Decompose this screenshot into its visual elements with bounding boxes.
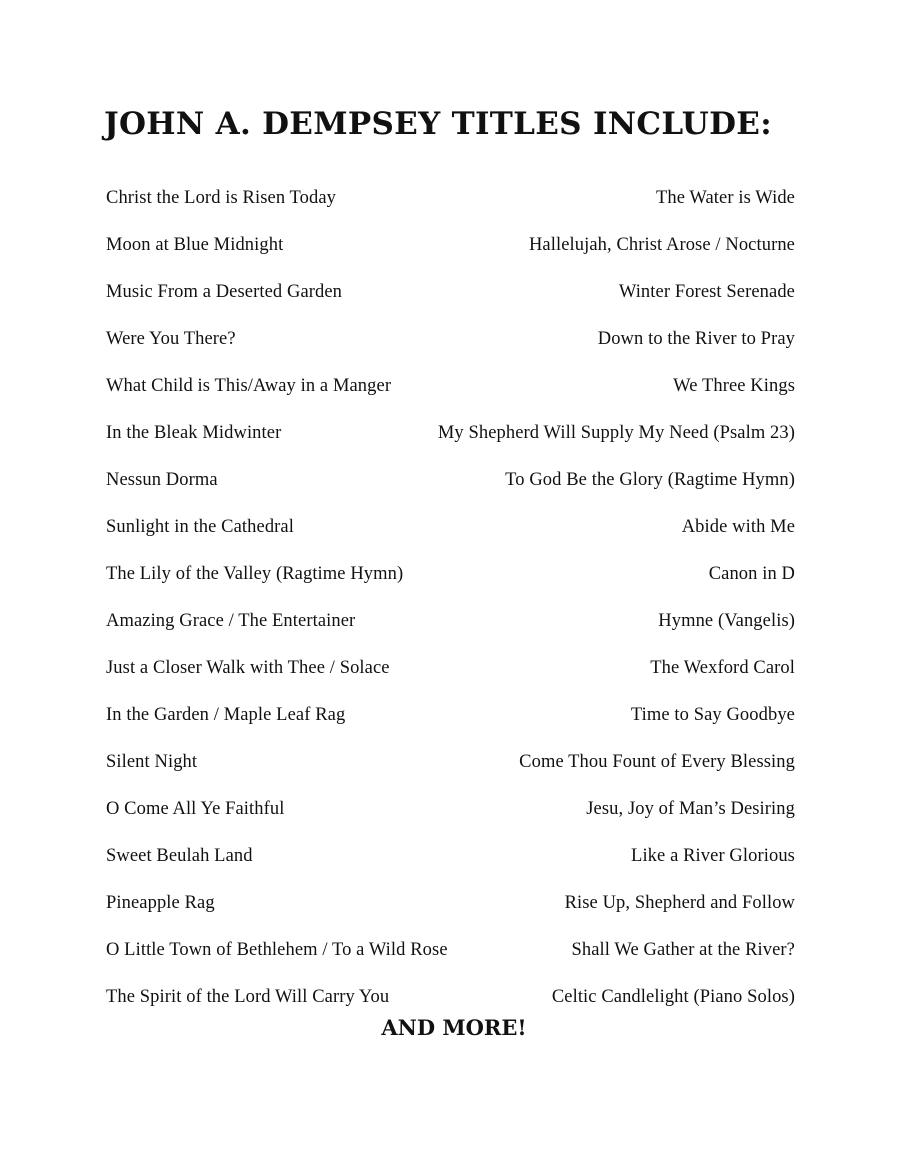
title-right: Celtic Candlelight (Piano Solos) [551, 987, 795, 1007]
title-row [106, 235, 795, 282]
title-left: The Lily of the Valley (Ragtime Hymn) [106, 564, 404, 584]
title-row [106, 705, 795, 752]
title-left: Amazing Grace / The Entertainer [106, 611, 356, 631]
title-row [106, 752, 795, 799]
title-right: Come Thou Fount of Every Blessing [519, 752, 795, 772]
page-title: JOHN A. DEMPSEY TITLES INCLUDE: [104, 106, 772, 142]
title-left: The Spirit of the Lord Will Carry You [106, 987, 390, 1007]
title-row [106, 611, 795, 658]
title-left: In the Garden / Maple Leaf Rag [106, 705, 346, 725]
title-right: Jesu, Joy of Man’s Desiring [586, 799, 795, 819]
title-left: Pineapple Rag [106, 893, 215, 913]
title-row [106, 423, 795, 470]
title-right: Abide with Me [681, 517, 795, 537]
title-left: Just a Closer Walk with Thee / Solace [106, 658, 390, 678]
title-right: Rise Up, Shepherd and Follow [564, 893, 795, 913]
title-right: To God Be the Glory (Ragtime Hymn) [505, 470, 795, 490]
title-left: Music From a Deserted Garden [106, 282, 343, 302]
title-left: Christ the Lord is Risen Today [106, 188, 337, 208]
title-row [106, 658, 795, 705]
title-row [106, 893, 795, 940]
title-row [106, 517, 795, 564]
title-right: Canon in D [708, 564, 795, 584]
title-row [106, 846, 795, 893]
title-left: Were You There? [106, 329, 236, 349]
title-right: We Three Kings [673, 376, 795, 396]
title-row [106, 329, 795, 376]
title-right: Shall We Gather at the River? [571, 940, 795, 960]
title-right: The Water is Wide [655, 188, 795, 208]
title-right: Like a River Glorious [631, 846, 795, 866]
title-row [106, 188, 795, 235]
title-left: What Child is This/Away in a Manger [106, 376, 392, 396]
title-right: Hymne (Vangelis) [658, 611, 795, 631]
title-left: O Come All Ye Faithful [106, 799, 285, 819]
title-right: Time to Say Goodbye [630, 705, 795, 725]
title-left: Silent Night [106, 752, 198, 772]
and-more-footer: AND MORE! [381, 1015, 527, 1040]
title-row [106, 470, 795, 517]
title-row [106, 799, 795, 846]
title-right: My Shepherd Will Supply My Need (Psalm 23) [437, 423, 795, 443]
titles-list [106, 188, 795, 1034]
title-left: Sunlight in the Cathedral [106, 517, 294, 537]
title-row [106, 376, 795, 423]
title-row [106, 564, 795, 611]
title-left: In the Bleak Midwinter [106, 423, 282, 443]
title-left: Moon at Blue Midnight [106, 235, 284, 255]
title-right: Winter Forest Serenade [618, 282, 795, 302]
title-row [106, 940, 795, 987]
title-right: Hallelujah, Christ Arose / Nocturne [528, 235, 795, 255]
title-left: Sweet Beulah Land [106, 846, 253, 866]
title-right: The Wexford Carol [650, 658, 795, 678]
title-row [106, 282, 795, 329]
title-left: Nessun Dorma [106, 470, 218, 490]
title-left: O Little Town of Bethlehem / To a Wild Rose [106, 940, 448, 960]
title-right: Down to the River to Pray [597, 329, 795, 349]
